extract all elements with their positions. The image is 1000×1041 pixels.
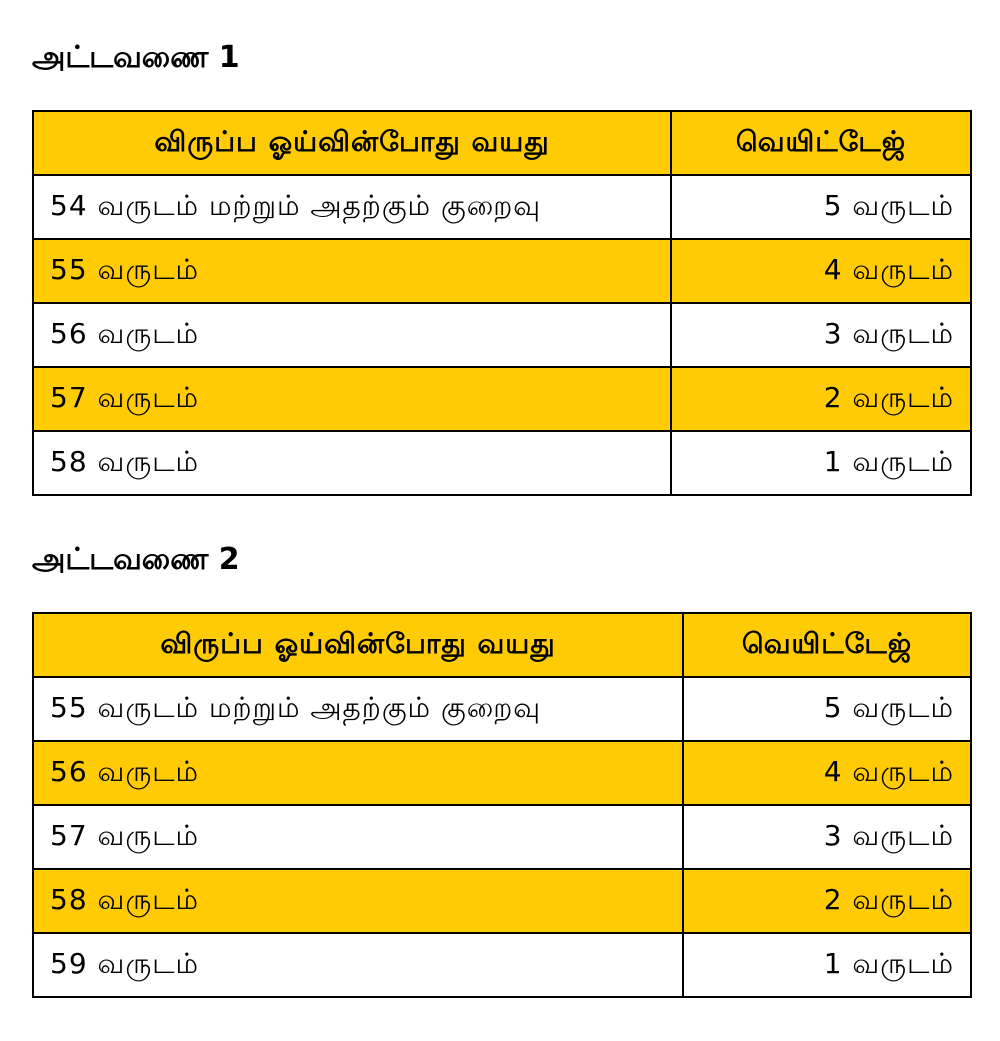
age-cell: 59 வருடம் [33,933,683,997]
table-row [33,367,971,431]
age-cell: 57 வருடம் [33,367,671,431]
age-cell: 55 வருடம் மற்றும் அதற்கும் குறைவு [33,677,683,741]
table-row [33,869,971,933]
table2-title: அட்டவணை 2 [32,542,240,577]
column-header-weightage: வெயிட்டேஜ் [683,613,971,677]
table1-title: அட்டவணை 1 [32,40,240,75]
weightage-cell: 3 வருடம் [683,805,971,869]
age-cell: 57 வருடம் [33,805,683,869]
table-row [33,805,971,869]
column-header-age: விருப்ப ஓய்வின்போது வயது [33,111,671,175]
weightage-cell: 3 வருடம் [671,303,971,367]
age-cell: 55 வருடம் [33,239,671,303]
table-header-row [33,613,971,677]
weightage-cell: 5 வருடம் [671,175,971,239]
weightage-cell: 1 வருடம் [671,431,971,495]
weightage-cell: 2 வருடம் [683,869,971,933]
age-cell: 58 வருடம் [33,431,671,495]
weightage-cell: 2 வருடம் [671,367,971,431]
table-row [33,741,971,805]
table-row [33,303,971,367]
table1 [32,110,972,496]
table-row [33,239,971,303]
weightage-cell: 4 வருடம் [683,741,971,805]
column-header-age: விருப்ப ஓய்வின்போது வயது [33,613,683,677]
column-header-weightage: வெயிட்டேஜ் [671,111,971,175]
table-header-row [33,111,971,175]
table-row [33,175,971,239]
weightage-cell: 5 வருடம் [683,677,971,741]
age-cell: 56 வருடம் [33,741,683,805]
age-cell: 54 வருடம் மற்றும் அதற்கும் குறைவு [33,175,671,239]
weightage-cell: 4 வருடம் [671,239,971,303]
weightage-cell: 1 வருடம் [683,933,971,997]
age-cell: 58 வருடம் [33,869,683,933]
table-row [33,431,971,495]
table2 [32,612,972,998]
age-cell: 56 வருடம் [33,303,671,367]
table-row [33,933,971,997]
table-row [33,677,971,741]
